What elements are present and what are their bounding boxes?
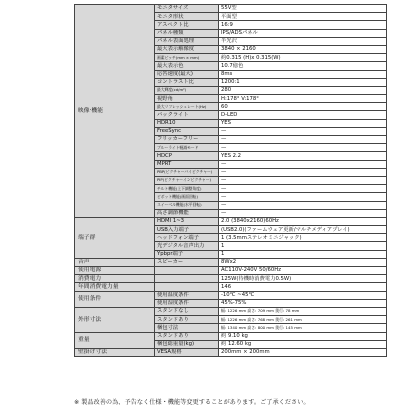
section-header: 重量	[75, 332, 155, 348]
spec-key: 画素ピッチ(mm × mm)	[155, 54, 219, 62]
spec-key: PIP(ピクチャーインピクチャー)	[155, 176, 219, 184]
spec-value: 3840 × 2160	[219, 45, 387, 53]
spec-value: 2.0 (3840x2160)60Hz	[219, 217, 387, 225]
spec-key: 梱包寸法	[155, 324, 219, 332]
spec-key: USB入力端子	[155, 226, 219, 234]
spec-value: 55V型	[219, 5, 387, 13]
spec-key: 使用湿度条件	[155, 299, 219, 307]
spec-row	[75, 5, 387, 13]
spec-key: スタンドなし	[155, 307, 219, 315]
spec-value: 146	[219, 283, 387, 291]
spec-value: —	[219, 209, 387, 217]
spec-key	[155, 267, 219, 275]
spec-row	[75, 217, 387, 225]
spec-key: PBP(ピクチャーバイピクチャー)	[155, 168, 219, 176]
footnote: ※ 製品改善の為、予告なく仕様・機能等変更することがあります。ご了承ください。	[74, 399, 310, 406]
spec-value: —	[219, 201, 387, 209]
spec-key: コントラスト比	[155, 78, 219, 86]
section-header: 消費電力	[75, 275, 155, 283]
spec-key: HDCP	[155, 152, 219, 160]
spec-value: —	[219, 127, 387, 135]
spec-value: 約 12.60 kg	[219, 340, 387, 348]
spec-row	[75, 332, 387, 340]
spec-key: アスペクト比	[155, 21, 219, 29]
spec-value: —	[219, 160, 387, 168]
spec-value: H:178° V:178°	[219, 95, 387, 103]
section-header: 音声	[75, 258, 155, 266]
spec-key: Ypbpr端子	[155, 250, 219, 258]
section-header: 外形寸法	[75, 307, 155, 332]
spec-key: スタンドあり	[155, 316, 219, 324]
spec-value: -10℃ ~45℃	[219, 291, 387, 299]
spec-key: パネル種類	[155, 29, 219, 37]
spec-row	[75, 348, 387, 356]
spec-key: VESA規格	[155, 348, 219, 356]
spec-key: 応答速度(最大)	[155, 70, 219, 78]
spec-value: 1	[219, 250, 387, 258]
spec-key: バックライト	[155, 111, 219, 119]
spec-value: —	[219, 185, 387, 193]
spec-key: モニタサイズ	[155, 5, 219, 13]
section-header: 使用条件	[75, 291, 155, 307]
spec-value: 10.7億色	[219, 62, 387, 70]
spec-value: 幅: 1226 mm 高さ: 768 mm 奥行: 261 mm	[219, 316, 387, 324]
section-header: 年間消費電力量	[75, 283, 155, 291]
spec-value: 半光沢	[219, 37, 387, 45]
spec-value: 8Wx2	[219, 258, 387, 266]
spec-key: フリッカーフリー	[155, 136, 219, 144]
spec-value: (USB2.0)(ファームウェア更新/マルチメディアプレイ)	[219, 226, 387, 234]
spec-value: 60	[219, 103, 387, 111]
spec-key: 梱包総重量(kg)	[155, 340, 219, 348]
spec-row	[75, 291, 387, 299]
spec-row	[75, 258, 387, 266]
spec-row	[75, 307, 387, 315]
spec-key: 視野角	[155, 95, 219, 103]
spec-value: 1 (3.5mmステレオミニジャック)	[219, 234, 387, 242]
spec-sheet	[74, 4, 386, 389]
section-header: 映像·機能	[75, 5, 155, 218]
spec-key: HDR10	[155, 119, 219, 127]
spec-value: 280	[219, 86, 387, 94]
spec-value: 1200:1	[219, 78, 387, 86]
section-header: 使用電源	[75, 267, 155, 275]
spec-value: —	[219, 176, 387, 184]
spec-value: 幅: 1226 mm 高さ: 709 mm 奥行: 78 mm	[219, 307, 387, 315]
spec-value: 約0.315 (H)x 0.315(W)	[219, 54, 387, 62]
spec-key: スイーベル機能(水平回転)	[155, 201, 219, 209]
spec-value: 16:9	[219, 21, 387, 29]
spec-value: 幅: 1340 mm 高さ: 800 mm 奥行: 145 mm	[219, 324, 387, 332]
spec-key: 最大表示色	[155, 62, 219, 70]
spec-key: 使用温度条件	[155, 291, 219, 299]
spec-key: モニタ形状	[155, 13, 219, 21]
spec-row	[75, 267, 387, 275]
spec-key: 光デジタル音声出力	[155, 242, 219, 250]
spec-value: YES 2.2	[219, 152, 387, 160]
spec-key: 最大表示解像度	[155, 45, 219, 53]
spec-key: スタンドあり	[155, 332, 219, 340]
spec-key	[155, 283, 219, 291]
spec-row	[75, 275, 387, 283]
spec-value: —	[219, 144, 387, 152]
section-header: 壁掛け寸法	[75, 348, 155, 356]
spec-key: FreeSync	[155, 127, 219, 135]
spec-key: ピボット機能(画面回転)	[155, 193, 219, 201]
spec-table	[74, 4, 387, 357]
spec-value: D-LED	[219, 111, 387, 119]
spec-key	[155, 275, 219, 283]
spec-value: 45%-75%	[219, 299, 387, 307]
spec-value: —	[219, 136, 387, 144]
spec-value: 125W(待機時消費電力0.5W)	[219, 275, 387, 283]
spec-key: HDMI 1~3	[155, 217, 219, 225]
spec-key: ヘッドフォン端子	[155, 234, 219, 242]
spec-value: 平面型	[219, 13, 387, 21]
spec-value: IPS/ADSパネル	[219, 29, 387, 37]
spec-key: ブルーライト軽減モード	[155, 144, 219, 152]
spec-key: スピーカー	[155, 258, 219, 266]
spec-key: パネル表面処理	[155, 37, 219, 45]
spec-key: 最大リフレッシュレート(Hz)	[155, 103, 219, 111]
spec-value: —	[219, 193, 387, 201]
spec-key: MPRT	[155, 160, 219, 168]
spec-key: 最大輝度(cd/m²)	[155, 86, 219, 94]
spec-key: 高さ調節機能	[155, 209, 219, 217]
spec-value: 8ms	[219, 70, 387, 78]
spec-row	[75, 283, 387, 291]
spec-value: 1	[219, 242, 387, 250]
spec-value: 約 9.10 kg	[219, 332, 387, 340]
spec-key: チルト機能(上下調整角度)	[155, 185, 219, 193]
spec-value: —	[219, 168, 387, 176]
section-header: 端子群	[75, 217, 155, 258]
spec-value: 200mm × 200mm	[219, 348, 387, 356]
spec-value: AC110V-240V 50/60Hz	[219, 267, 387, 275]
spec-value: YES	[219, 119, 387, 127]
